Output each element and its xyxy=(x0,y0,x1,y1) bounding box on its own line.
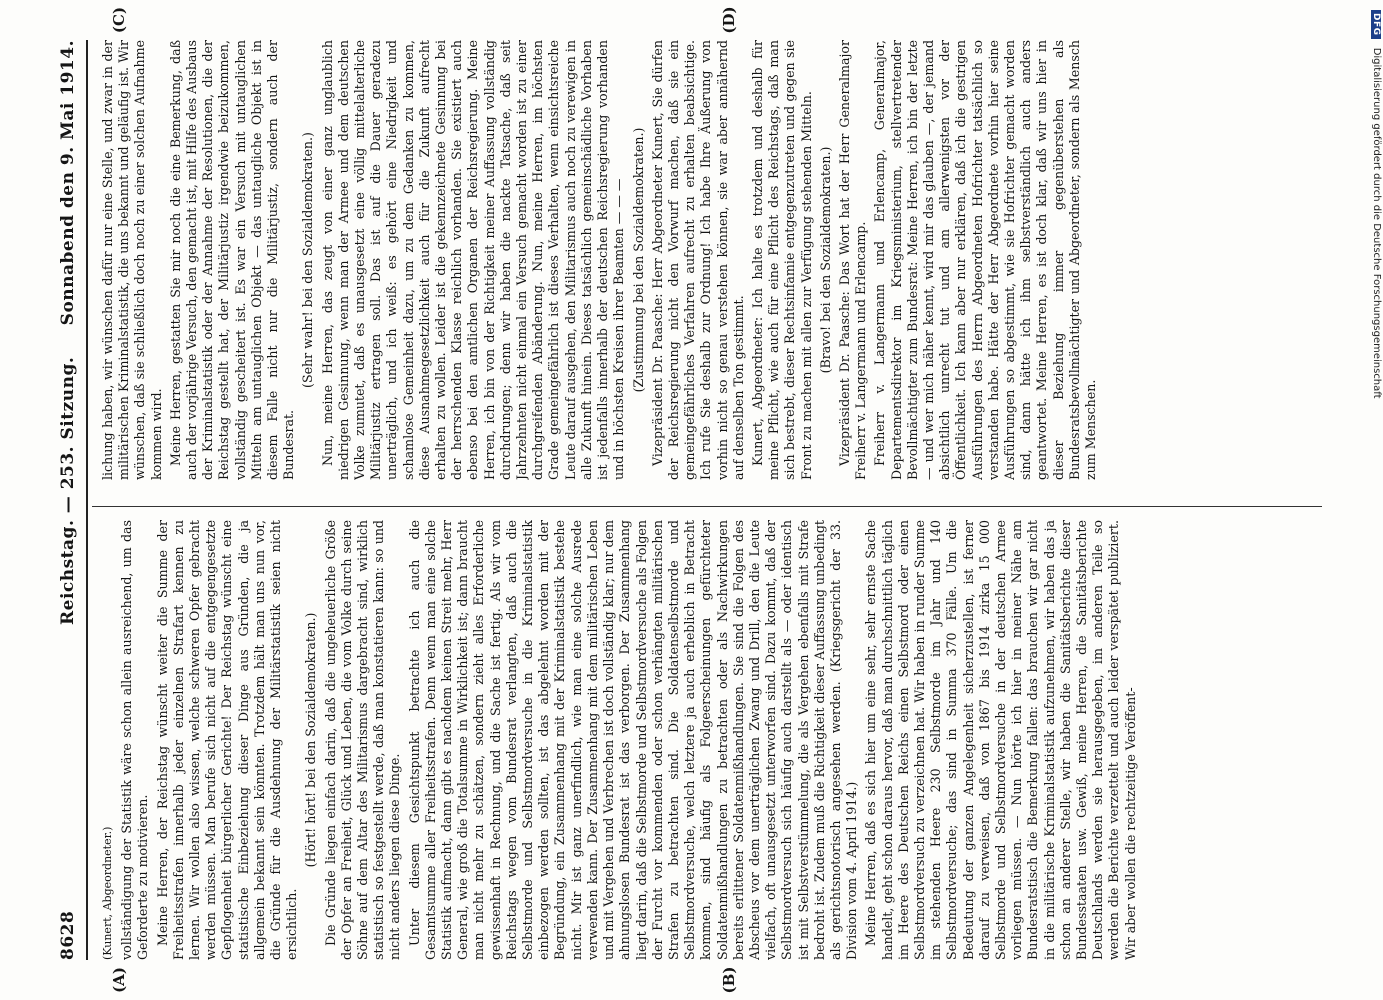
digitization-credit xyxy=(1368,0,1383,1000)
credit-text: Digitalisierung gefördert durch die Deutsche Forschungsgemeinschaft xyxy=(1371,47,1382,399)
paragraph: (Zustimmung bei den Sozialdemokraten.) xyxy=(630,127,646,393)
paragraph: (Kunert, Abgeordneter.) xyxy=(101,826,114,960)
paragraph: lichung haben, wir wünschen dafür nur eine Stelle, und zwar in der militärischen Kriminalstatistik, die uns bekannt und geläufig ist. Wir wünschen, daß sie schließlich doch noch zu einer solchen Aufnahme kommen wird. xyxy=(100,40,164,480)
paragraph: (Sehr wahr! bei den Sozialdemokraten.) xyxy=(300,132,316,388)
paragraph: Freiherr v. Langermann und Erlencamp, Generalmajor, Departementsdirektor im Kriegsministerium, stellvertretender Bevollmächtigter zum Bundesrat: Meine Herren, ich bin der letzte — und wer mich näher kennt, wird mir das glauben —, der jemand absichtlich unrecht tut und am allerwenigsten vor der Öffentlichkeit. Ich kann aber nur erklären, daß ich die gestrigen Ausführungen des Herrn Abgeordneten Hofrichter tatsächlich so verstanden habe. Hätte der Herr Abgeordnete vorhin hier seine Ausführungen so abgestimmt, wie sie Hofrichter gemacht worden sind, dann hätte ich ihm selbstverständlich auch anders geantwortet. Meine Herren, es ist doch klar, daß wir uns hier in dieser Beziehung immer gegenüberstehen als Bundesratsbevollmächtigter und Abgeordneter, sondern als Mensch zum Menschen. xyxy=(872,40,1098,480)
dfg-logo: DFG xyxy=(1371,10,1381,39)
paragraph: Nun, meine Herren, das zeugt von einer ganz unglaublich niedrigen Gesinnung, wenn man der Armee und dem deutschen Volke zumutet, daß es unausgesetzt eine völlig mittelalterliche Militärjustiz ertragen soll. Das ist auf die Dauer geradezu unerträglich, und ich weiß: es gehört eine Niedrigkeit und schamlose Gemeinheit dazu, um zu dem Gedanken zu kommen, diese Ausnahmegesetzlichkeit auch für die Zukunft aufrecht erhalten zu wollen. Leider ist die gekennzeichnete Gesinnung bei der herrschenden Klasse reichlich vorhanden. Sie existiert auch ebenso bei den amtlichen Organen der Reichsregierung. Meine Herren, ich bin von der Richtigkeit meiner Auffassung vollständig durchdrungen; denn wir haben die nackte Tatsache, daß seit Jahrzehnten nicht einmal ein Versuch gemacht worden ist zu einer durchgreifenden Abänderung. Nun, meine Herren, im höchsten Grade gemeingefährlich ist dieses Verhalten, wenn einsichtsreiche Leute darauf ausgehen, den Militarismus auch noch zu verewigen in alle Zukunft hinein. Dieses tatsächlich gemeinschädliche Vorhaben ist jedenfalls innerhalb der deutschen Reichsregierung vorhanden und in höchsten Kreisen ihrer Beamten — — — xyxy=(319,40,627,480)
session-date: Sonnabend den 9. Mai 1914. xyxy=(58,40,78,326)
paragraph: Vizepräsident Dr. Paasche: Herr Abgeordneter Kunert, Sie dürfen der Reichsregierung nicht den Vorwurf machen, daß sie ein gemeingefährliches Verfahren aufrecht zu erhalten beabsichtige. Ich rufe Sie deshalb zur Ordnung! Ich habe Ihre Äußerung von vorhin nicht so genau verstehen können, sie war aber annähernd auf denselben Ton gestimmt. xyxy=(649,40,746,480)
page-header xyxy=(58,40,84,960)
column-divider xyxy=(92,506,1322,507)
margin-letter-b: (B) xyxy=(720,966,738,994)
paragraph: Vizepräsident Dr. Paasche: Das Wort hat der Herr Generalmajor Freiherr v. Langermann und Erlencamp. xyxy=(836,40,869,480)
page-number: 8628 xyxy=(58,910,78,960)
session-title: Reichstag. — 253. Sitzung. xyxy=(58,356,78,625)
right-column xyxy=(100,40,1315,480)
paragraph: vollständigung der Statistik wäre schon allein ausreichend, um das Geforderte zu motivieren. xyxy=(119,520,151,960)
header-rule xyxy=(86,40,88,960)
paragraph: Unter diesem Gesichtspunkt betrachte ich auch die Gesamtsumme aller Freiheitsstrafen. Denn wenn man eine solche Statistik aufmacht, dann gibt es nachdem keinen Streit mehr, Herr General, wie groß die Totalsumme in Wirklichkeit ist; dann braucht man nicht mehr zu schätzen, sondern zieht alles Erforderliche gewissenhaft in Rechnung, und die Sache ist fertig. Als wir vom Reichstags wegen vom Bundesrat verlangten, daß auch die Selbstmorde und Selbstmordversuche in die Kriminalstatistik einbezogen werden sollten, ist das abgelehnt worden mit der Begründung, ein Zusammenhang mit der Kriminalstatistik bestehe nicht. Mir ist ganz unerfindlich, wie man eine solche Ausrede verwenden kann. Der Zusammenhang mit dem militärischen Leben und mit Vergehen und Verbrechen ist doch vollständig klar; nur dem ahnungslosen Bundesrat ist das verborgen. Der Zusammenhang liegt darin, daß die Selbstmorde und Selbstmordversuche als Folgen der Furcht vor kommenden oder schon verhängten militärischen Strafen zu betrachten sind. Die Soldatenselbstmorde und Selbstmordversuche, welch letztere ja auch erheblich in Betracht kommen, sind häufig als Folgeerscheinungen gefürchteter Soldatenmißhandlungen zu betrachten oder als Nachwirkungen bereits erlittener Soldatenmißhandlungen. Sie sind die Folgen des Abscheus vor dem unerträglichen Zwang und Drill, den die Leute vielfach, oft unausgesetzt unterworfen sind. Dazu kommt, daß der Selbstmordversuch sich häufig auch darstellt als — oder identisch ist mit Selbstverstümmelung, die als Vergehen ebenfalls mit Strafe bedroht ist. Zudem muß die Richtigkeit dieser Auffassung unbedingt als gerichtsnotorisch angesehen werden. (Kriegsgericht der 33. Division vom 4. April 1914.) xyxy=(406,520,860,960)
paragraph: (Bravo! bei den Sozialdemokraten.) xyxy=(817,146,833,374)
paragraph: Kunert, Abgeordneter: Ich halte es trotzdem und deshalb für meine Pflicht, wie auch für eine Pflicht des Reichstags, daß man sich bestrebt, dieser Rechtsinfamie entgegenzutreten und gegen sie Front zu machen mit allen zur Verfügung stehenden Mitteln. xyxy=(749,40,814,480)
margin-letter-a: (A) xyxy=(110,967,128,993)
paragraph: Meine Herren, gestatten Sie mir noch die eine Bemerkung, daß auch der vorjährige Versuch, den gemacht ist, mit Hilfe des Ausbaus der Kriminalstatistik oder der Annahme der Resolutionen, die der Reichstag gestellt hat, der Militärjustiz irgendwie beizukommen, vollständig gescheitert ist. Es war ein Versuch mit untauglichen Mitteln am untauglichen Objekt — das untaugliche Objekt ist in diesem Falle nicht nur die Militärjustiz, sondern auch der Bundesrat. xyxy=(167,40,297,480)
left-column xyxy=(100,520,1315,960)
margin-letter-c: (C) xyxy=(110,6,128,34)
paragraph: Meine Herren, daß es sich hier um eine sehr, sehr ernste Sache handelt, geht schon daraus hervor, daß man durchschnittlich täglich im Heere des Deutschen Reichs einen Selbstmord oder einen Selbstmordversuch zu verzeichnen hat. Wir haben in runder Summe im stehenden Heere 230 Selbstmorde im Jahr und 140 Selbstmordversuche; das sind in Summa 370 Fälle. Um die Bedeutung der ganzen Angelegenheit sicherzustellen, ist ferner darauf zu verweisen, daß von 1867 bis 1914 zirka 15 000 Selbstmorde und Selbstmordversuche in der deutschen Armee vorliegen müssen. — Nun hörte ich hier in meiner Nähe am Bundesratstisch die Bemerkung fallen: das brauchen wir gar nicht in die militärische Kriminalstatistik aufzunehmen, wir haben das ja schon an anderer Stelle, wir haben die Sanitätsberichte dieser Bundesstaaten usw. Gewiß, meine Herren, die Sanitätsberichte Deutschlands werden sie herausgegeben, im anderen Teile so werden die Berichte verzettelt und auch leider verspätet publiziert. Wir aber wollen die rechtzeitige Veröffent- xyxy=(863,520,1138,960)
paragraph: Meine Herren, der Reichstag wünscht weiter die Summe der Freiheitsstrafen innerhalb jeder einzelnen Strafart kennen zu lernen. Wir wollen also wissen, welche schweren Opfer gebracht werden müssen. Man berufe sich nicht auf die entgegengesetzte Gepflogenheit bürgerlicher Gerichte! Der Reichstag wünscht eine statistische Einbeziehung dieser Dinge aus Gründen, die ja allgemein bekannt sein könnten. Trotzdem hält man uns nun vor, die Gründe für die Ausdehnung der Militärstatistik seien nicht ersichtlich. xyxy=(154,520,300,960)
paragraph: Die Gründe liegen einfach darin, daß die ungeheuerliche Größe der Opfer an Freiheit, Glück und Leben, die vom Volke durch seine Söhne auf dem Altar des Militarismus dargebracht sind, wirklich statistisch so festgestellt werde, daß man konstatieren kann: so und nicht anders liegen diese Dinge. xyxy=(322,520,403,960)
paragraph: (Hört! hört! bei den Sozialdemokraten.) xyxy=(303,612,319,868)
margin-letter-d: (D) xyxy=(720,6,738,34)
